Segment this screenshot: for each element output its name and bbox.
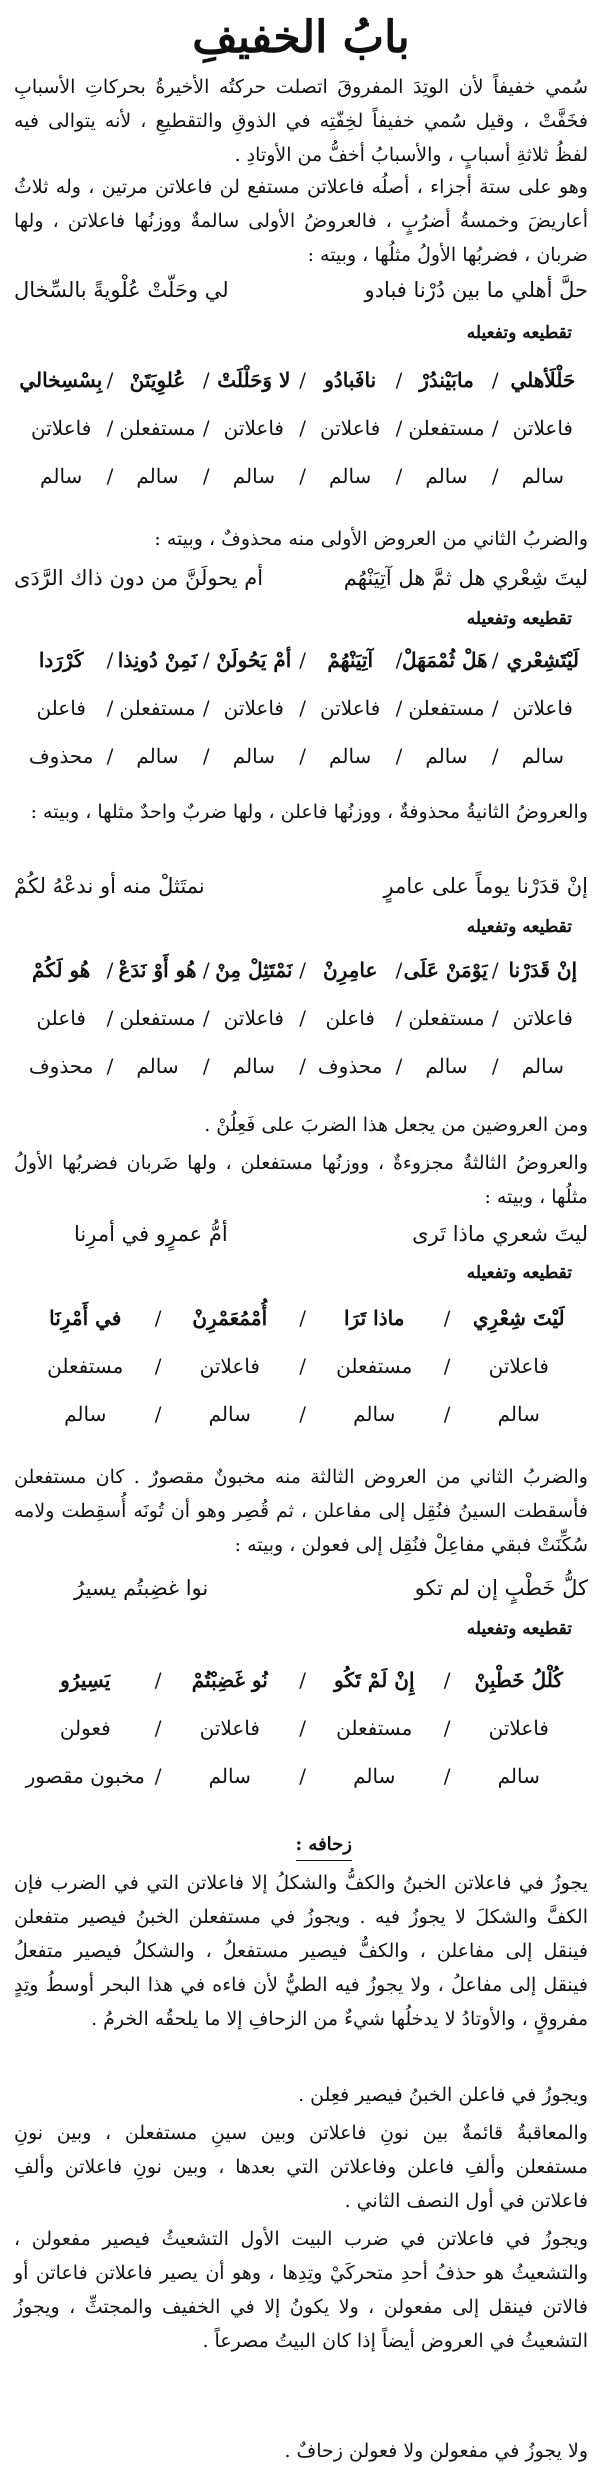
zihaf-paragraph-4: ويجوزُ في فاعلاتن في ضرب البيت الأول التشعيثُ فيصير مفعولن ، والتشعيثُ هو حذفُ أحدِ متحركَيْ وتِدِها ، وهو أن يصير فاعلاتن فاعاتن أو فالاتن فينقل إلى مفعولن ، ولا يكونُ إلا في الخفيف والمجتثِّ ، ويجوزُ التشعيثُ في العروض أيضاً إذا كان البيتُ مصرعاً . — [14, 2228, 588, 2352]
zihaf-paragraph-2: ويجوزُ في فاعلن الخبنُ فيصير فعِلن . — [298, 2084, 588, 2106]
separator-slash: / — [106, 1006, 114, 1030]
verse-1-second-hemistich: لي وحَلّتْ عُلْويةً بالسِّخال — [14, 278, 229, 302]
scan4-status-cell: سالم — [353, 1402, 396, 1426]
separator-slash: / — [491, 744, 499, 768]
scan3-feet-cell: مستفعلن — [408, 1006, 485, 1030]
scan2-feet-cell: مستفعلن — [119, 696, 196, 720]
separator-slash: / — [202, 464, 210, 488]
separator-slash: / — [395, 1006, 403, 1030]
verse-2-second-hemistich: أم يحولَنَّ من دون ذاك الرَّدَى — [14, 566, 264, 590]
scan1-parts-cell: لا وَحَلْلَتْ — [217, 368, 291, 392]
separator-slash: / — [202, 744, 210, 768]
zihaf-paragraph-5: ولا يجوزُ في مفعولن ولا فعولن زحافٌ . — [284, 2440, 588, 2462]
separator-slash: / — [106, 464, 114, 488]
structure-paragraph: وهو على ستة أجزاء ، أصلُه فاعلاتن مستفع لن فاعلاتن مرتين ، وله ثلاثُ أعاريضَ وخمسةُ أضرُبٍ ، فالعروضُ الأولى سالمةٌ ووزنُها فاعلاتن ، ولها ضربان ، فضربُها الأولُ مثلُها ، وبيته : — [14, 176, 588, 266]
separator-slash: / — [491, 464, 499, 488]
scan2-status-cell: سالم — [136, 744, 179, 768]
scan1-parts-cell: عُلوِيَتَنْ — [129, 368, 186, 392]
separator-slash: / — [154, 1306, 162, 1330]
scan1-status-cell: سالم — [136, 464, 179, 488]
scan5-status-cell: سالم — [208, 1764, 251, 1788]
scan2-feet-cell: مستفعلن — [408, 696, 485, 720]
verse-3-first-hemistich: إنْ قدَرْنا يوماً على عامرٍ — [383, 874, 588, 898]
scan1-feet-cell: مستفعلن — [408, 416, 485, 440]
separator-slash: / — [443, 1402, 451, 1426]
scan5-parts-cell: كُلْلُ خَطْبِنْ — [474, 1668, 563, 1692]
scan4-status-cell: سالم — [64, 1402, 107, 1426]
separator-slash: / — [106, 958, 114, 982]
separator-slash: / — [443, 1764, 451, 1788]
separator-slash: / — [443, 1354, 451, 1378]
scan2-status-cell: سالم — [521, 744, 564, 768]
separator-slash: / — [154, 1402, 162, 1426]
separator-slash: / — [395, 744, 403, 768]
scan1-status-cell: سالم — [329, 464, 372, 488]
separator-slash: / — [299, 1402, 306, 1426]
scan4-parts-cell: أُمْمُعَمْرِنْ — [192, 1306, 268, 1330]
scan2-feet-row — [12, 688, 590, 728]
scan4-parts-cell: لَيْتَ شِعْرِي — [472, 1306, 565, 1330]
separator-slash: / — [299, 958, 306, 982]
separator-slash: / — [491, 368, 499, 392]
scan3-feet-row — [12, 998, 590, 1038]
separator-slash: / — [443, 1306, 451, 1330]
scansion-label-4: تقطيعه وتفعيله — [466, 1263, 572, 1283]
scan1-parts-cell: مابَيْندُرْ — [419, 368, 474, 392]
scan4-status-cell: سالم — [208, 1402, 251, 1426]
scan3-feet-cell: فاعلاتن — [512, 1006, 573, 1030]
scan3-status-cell: سالم — [136, 1054, 179, 1078]
scan3-status-cell: سالم — [425, 1054, 468, 1078]
scan5-parts-cell: إِنْ لَمْ تَكُو — [333, 1668, 415, 1692]
separator-slash: / — [299, 416, 306, 440]
scan4-feet-cell: مستفعلن — [336, 1354, 413, 1378]
paragraph-third-arud: والعروضُ الثالثةُ مجزوءةٌ ، ووزنُها مستفعلن ، ولها ضَربان فضربُها الأولُ مثلُها ، وبيته : — [14, 1152, 588, 1208]
chapter-title: بابُ الخفيفِ — [192, 12, 410, 63]
separator-slash: / — [202, 1006, 210, 1030]
scan1-status-row — [12, 456, 590, 496]
verse-5-first-hemistich: كلُّ خَطْبٍ إن لم تكو — [414, 1576, 588, 1600]
scan5-parts-cell: يَسِيرُو — [60, 1668, 111, 1692]
separator-slash: / — [395, 464, 403, 488]
separator-slash: / — [154, 1716, 162, 1740]
separator-slash: / — [299, 1668, 306, 1692]
scan3-status-cell: سالم — [521, 1054, 564, 1078]
separator-slash: / — [106, 696, 114, 720]
scan3-parts-cell: نَمْتَثِلْ مِنْ — [215, 958, 293, 982]
separator-slash: / — [491, 696, 499, 720]
scan1-parts-cell: نافَبادُو — [324, 368, 377, 392]
separator-slash: / — [491, 958, 499, 982]
separator-slash: / — [299, 1764, 306, 1788]
scan3-parts-cell: عامِرِنْ — [322, 958, 378, 982]
scan4-feet-cell: مستفعلن — [47, 1354, 124, 1378]
scan5-status-cell: سالم — [353, 1764, 396, 1788]
separator-slash: / — [106, 368, 114, 392]
scan1-parts-cell: بِسْسِخالي — [19, 368, 103, 392]
verse-5-second-hemistich: نوا غضِبتُم يسيرُ — [74, 1576, 209, 1600]
separator-slash: / — [202, 416, 210, 440]
scan2-parts-cell: آتِيَنْهُمْ — [327, 648, 374, 672]
verse-1-first-hemistich: حلَّ أهلي ما بين دُرْنا فبادو — [364, 278, 588, 302]
separator-slash: / — [106, 416, 114, 440]
scan1-status-cell: سالم — [232, 464, 275, 488]
scan4-parts-cell: ماذا تَرَا — [344, 1306, 405, 1330]
paragraph-fa3ilun-note: ومن العروضين من يجعل هذا الضربَ على فَعِلُنْ . — [204, 1114, 588, 1136]
zihaf-paragraph-1: يجوزُ في فاعلاتن الخبنُ والكفُّ والشكلُ إلا فاعلاتن التي في الضرب فإن الكفَّ والشكلَ لا يجوزُ فيه . ويجوزُ في مستفعلن الخبنُ فيصير متفعلن فينقل إلى مفاعلن ، والكفُّ فيصير مستفعلُ ، والشكلُ فيصير متفعلُ فينقل إلى مفاعلُ ، ولا يجوزُ فيه الطيُّ لأن فاءه في هذا البحر أوسطُ وتِدٍ مفروقٍ ، والأوتادُ لا يدخلُها شيءٌ من الزحافِ إلا ما يلحقُه الخرمُ . — [14, 1872, 588, 2030]
scan1-feet-cell: فاعلاتن — [223, 416, 284, 440]
separator-slash: / — [299, 648, 306, 672]
scan3-parts-cell: هُو أَوْ نَدَعْ — [118, 958, 197, 982]
scan2-feet-cell: فاعلاتن — [223, 696, 284, 720]
scan1-parts-cell: حَلْلَأهلي — [510, 368, 576, 392]
scan2-syllable-row — [12, 640, 590, 680]
scan2-status-cell: سالم — [425, 744, 468, 768]
scan1-status-cell: سالم — [425, 464, 468, 488]
separator-slash: / — [395, 958, 403, 982]
separator-slash: / — [202, 648, 210, 672]
scan2-parts-cell: هَلْ ثُمْمَهَلْ — [401, 648, 488, 672]
scan1-feet-cell: فاعلاتن — [320, 416, 381, 440]
separator-slash: / — [202, 958, 210, 982]
scan2-parts-cell: أمْ يَحُولَنْ — [216, 648, 292, 672]
scan3-feet-cell: فاعلاتن — [223, 1006, 284, 1030]
scan4-status-row — [12, 1394, 590, 1434]
separator-slash: / — [299, 744, 306, 768]
scan5-parts-cell: نُو غَضِبْتُمْ — [191, 1668, 268, 1692]
scan5-feet-cell: فاعلاتن — [488, 1716, 549, 1740]
scan3-parts-cell: يَوْمَنْ عَلَى — [403, 958, 488, 982]
separator-slash: / — [106, 1054, 114, 1078]
scan2-status-row — [12, 736, 590, 776]
verse-4-second-hemistich: أمُّ عمرٍو في أمرِنا — [74, 1222, 228, 1246]
separator-slash: / — [154, 1764, 162, 1788]
scan2-status-cell: سالم — [232, 744, 275, 768]
scan5-feet-row — [12, 1708, 590, 1748]
scan3-parts-cell: إنْ قَدَرْنا — [508, 958, 578, 982]
separator-slash: / — [395, 696, 403, 720]
separator-slash: / — [491, 416, 499, 440]
separator-slash: / — [299, 368, 306, 392]
separator-slash: / — [299, 1054, 306, 1078]
scansion-label-2: تقطيعه وتفعيله — [466, 609, 572, 629]
separator-slash: / — [443, 1668, 451, 1692]
scan1-status-cell: سالم — [40, 464, 83, 488]
scan2-parts-cell: كَرْرَدا — [38, 648, 84, 672]
separator-slash: / — [154, 1668, 162, 1692]
scan3-parts-cell: هُو لَكُمْ — [32, 958, 91, 982]
separator-slash: / — [491, 1054, 499, 1078]
scan3-status-cell: محذوف — [28, 1054, 94, 1078]
scan3-syllable-row — [12, 950, 590, 990]
verse-4-first-hemistich: ليتَ شعري ماذا تَرى — [412, 1222, 588, 1246]
zihaf-heading: زحافه : — [296, 1830, 352, 1861]
scan4-syllable-row — [12, 1298, 590, 1338]
separator-slash: / — [491, 648, 499, 672]
scan5-feet-cell: فعولن — [59, 1716, 111, 1740]
scan5-status-row — [12, 1756, 590, 1796]
separator-slash: / — [443, 1716, 451, 1740]
scan1-feet-row — [12, 408, 590, 448]
scan3-status-cell: سالم — [232, 1054, 275, 1078]
scan1-feet-cell: فاعلاتن — [512, 416, 573, 440]
zihaf-paragraph-3: والمعاقبةُ قائمةٌ بين نونِ فاعلاتن وبين سينِ مستفعلن ، وبين نونِ مستفعلن وألفِ فاعلن وفاعلاتن التي بعدها ، وبين نونِ فاعلاتن وألفِ فاعلاتن في أول النصف الثاني . — [14, 2122, 589, 2212]
separator-slash: / — [395, 368, 403, 392]
separator-slash: / — [299, 1716, 306, 1740]
scan2-parts-cell: لَيْتَشِعْري — [506, 648, 579, 672]
scan5-status-cell: مخبون مقصور — [25, 1764, 145, 1788]
separator-slash: / — [395, 416, 403, 440]
scan5-status-cell: سالم — [497, 1764, 540, 1788]
verse-3-second-hemistich: نمتَثلْ منه أو ندعْهُ لكُمْ — [14, 874, 205, 898]
separator-slash: / — [299, 464, 306, 488]
scansion-label-3: تقطيعه وتفعيله — [466, 917, 572, 937]
scan1-feet-cell: مستفعلن — [119, 416, 196, 440]
scansion-label-1: تقطيعه وتفعيله — [466, 323, 572, 343]
verse-2-first-hemistich: ليتَ شِعْري هل ثمَّ هل آتِيَنْهُم — [343, 566, 588, 590]
scan2-feet-cell: فاعلاتن — [320, 696, 381, 720]
separator-slash: / — [202, 1054, 210, 1078]
scan2-feet-cell: فاعلن — [36, 696, 86, 720]
scan2-feet-cell: فاعلاتن — [512, 696, 573, 720]
paragraph-second-darb: والضربُ الثاني من العروض الأولى منه محذوفٌ ، وبيته : — [154, 528, 588, 550]
separator-slash: / — [106, 648, 114, 672]
scan1-syllable-row — [12, 360, 590, 400]
scan3-feet-cell: فاعلن — [325, 1006, 375, 1030]
scan3-status-row — [12, 1046, 590, 1086]
scan4-feet-cell: فاعلاتن — [199, 1354, 260, 1378]
separator-slash: / — [202, 696, 210, 720]
scan4-feet-row — [12, 1346, 590, 1386]
separator-slash: / — [299, 1306, 306, 1330]
scansion-label-5: تقطيعه وتفعيله — [466, 1619, 572, 1639]
paragraph-second-arud: والعروضُ الثانيةُ محذوفةٌ ، ووزنُها فاعلن ، ولها ضربٌ واحدٌ مثلها ، وبيته : — [30, 801, 588, 823]
scan5-feet-cell: مستفعلن — [336, 1716, 413, 1740]
scan5-feet-cell: فاعلاتن — [199, 1716, 260, 1740]
scan3-status-cell: محذوف — [317, 1054, 383, 1078]
separator-slash: / — [395, 648, 403, 672]
separator-slash: / — [491, 1006, 499, 1030]
scan2-status-cell: محذوف — [28, 744, 94, 768]
scan3-feet-cell: مستفعلن — [119, 1006, 196, 1030]
scan5-syllable-row — [12, 1660, 590, 1700]
separator-slash: / — [299, 1354, 306, 1378]
scan3-feet-cell: فاعلن — [36, 1006, 86, 1030]
paragraph-third-darb: والضربُ الثاني من العروض الثالثة منه مخبونٌ مقصورٌ . كان مستفعلن فأسقطت السينُ فنُقِل إلى مفاعلن ، ثم قُصِر وهو أن تُونَه أُسقِطت ولامه سُكِّنَتْ فبقي مفاعِلْ فنُقِل إلى فعولن ، وبيته : — [14, 1466, 588, 1556]
scan4-parts-cell: في أَمْرِنَا — [49, 1306, 122, 1330]
separator-slash: / — [395, 1054, 403, 1078]
scan2-status-cell: سالم — [329, 744, 372, 768]
scan4-feet-cell: فاعلاتن — [488, 1354, 549, 1378]
scan1-feet-cell: فاعلاتن — [31, 416, 92, 440]
separator-slash: / — [106, 744, 114, 768]
intro-paragraph: سُمي خفيفاً لأن الوتِدَ المفروقَ اتصلت حركتُه الأخيرةُ بحركاتِ الأسبابِ فخَفَّتْ ، وقيل سُمي خفيفاً لخِفّتِه في الذوقِ والتقطيعِ ، لأنه يتوالى فيه لفظُ ثلاثةِ أسبابٍ ، والأسبابُ أخفُّ من الأوتادِ . — [14, 76, 588, 166]
scan4-status-cell: سالم — [497, 1402, 540, 1426]
scan1-status-cell: سالم — [521, 464, 564, 488]
scan2-parts-cell: نَمِنْ دُونِذا — [117, 648, 198, 672]
separator-slash: / — [299, 696, 306, 720]
separator-slash: / — [299, 1006, 306, 1030]
separator-slash: / — [154, 1354, 162, 1378]
separator-slash: / — [202, 368, 210, 392]
